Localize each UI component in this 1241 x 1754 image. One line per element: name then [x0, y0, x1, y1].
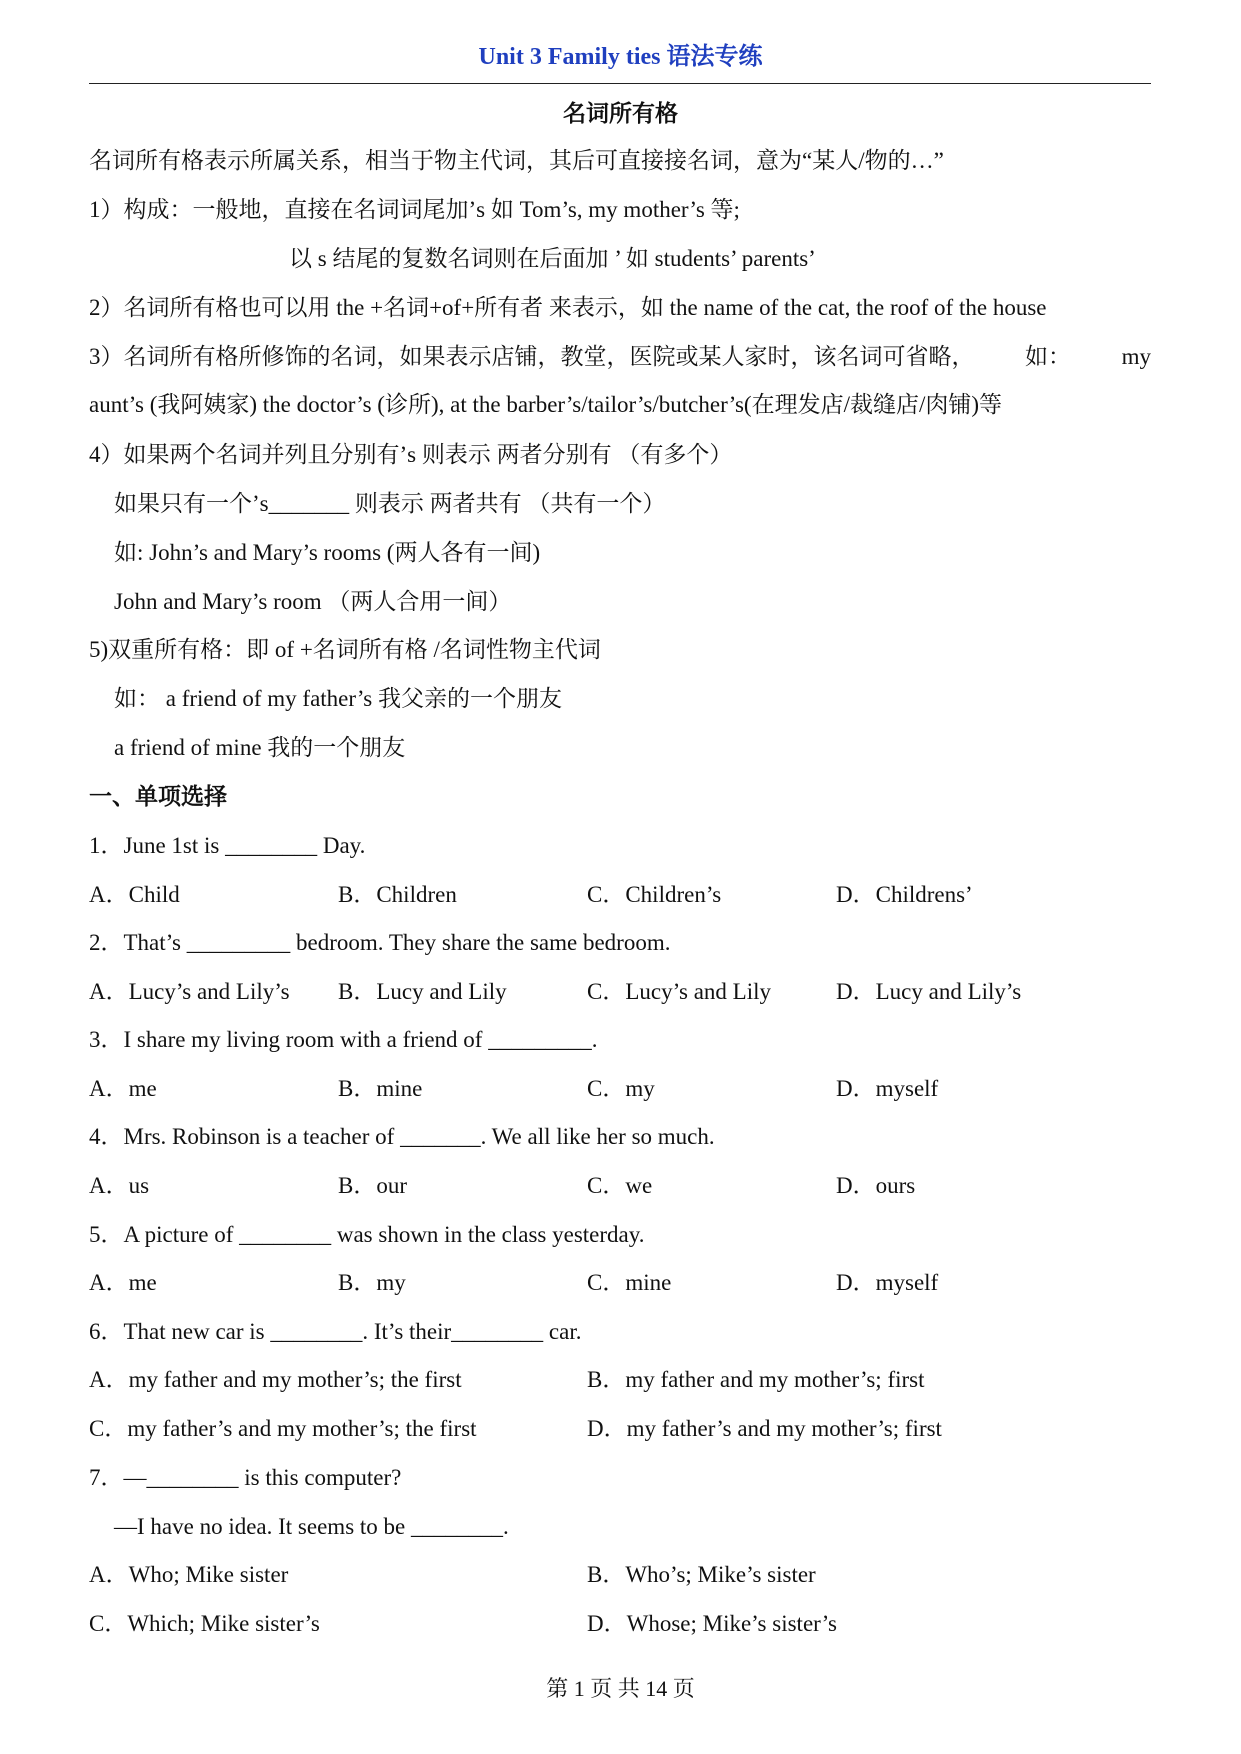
rule-3a-example-label: 如：	[1025, 344, 1072, 369]
question-1-option-d[interactable]: D．Childrens’	[836, 882, 973, 907]
question-4-option-a[interactable]: A．us	[89, 1173, 150, 1198]
rule-4b: 如果只有一个’s_______ 则表示 两者共有 （共有一个）	[114, 491, 666, 516]
part-title: 一、单项选择	[89, 784, 227, 809]
rule-5b: 如： a friend of my father’s 我父亲的一个朋友	[114, 686, 562, 711]
rule-5c: a friend of mine 我的一个朋友	[114, 735, 406, 760]
question-5-option-c[interactable]: C．mine	[587, 1270, 672, 1295]
question-7-stem: 7．—________ is this computer?	[89, 1465, 402, 1490]
question-3-stem: 3．I share my living room with a friend of _________.	[89, 1027, 598, 1052]
question-6-option-a[interactable]: A．my father and my mother’s; the first	[89, 1367, 462, 1392]
question-4-option-b[interactable]: B．our	[338, 1173, 407, 1198]
question-7-option-b[interactable]: B．Who’s; Mike’s sister	[587, 1562, 816, 1587]
question-2-option-c[interactable]: C．Lucy’s and Lily	[587, 979, 771, 1004]
rule-1a: 1）构成：一般地，直接在名词词尾加’s 如 Tom’s, my mother’s 等;	[89, 197, 740, 222]
question-7-option-d[interactable]: D．Whose; Mike’s sister’s	[587, 1611, 838, 1636]
rule-3a	[89, 342, 1151, 372]
question-6-option-c[interactable]: C．my father’s and my mother’s; the first	[89, 1416, 477, 1441]
header-divider	[89, 83, 1151, 84]
page-header-title: Unit 3 Family ties 语法专练	[478, 44, 763, 70]
rule-4a: 4）如果两个名词并列且分别有’s 则表示 两者分别有 （有多个）	[89, 442, 733, 467]
question-3-option-a[interactable]: A．me	[89, 1076, 157, 1101]
rule-3b: aunt’s (我阿姨家) the doctor’s (诊所), at the barber’s/tailor’s/butcher’s(在理发店/裁缝店/肉铺)等	[89, 392, 1003, 417]
question-2-stem: 2．That’s _________ bedroom. They share the same bedroom.	[89, 930, 671, 955]
rule-1b: 以 s 结尾的复数名词则在后面加 ’ 如 students’ parents’	[289, 246, 816, 271]
question-2-option-b[interactable]: B．Lucy and Lily	[338, 979, 507, 1004]
question-6-stem: 6．That new car is ________. It’s their________ car.	[89, 1319, 582, 1344]
question-5-option-d[interactable]: D．myself	[836, 1270, 939, 1295]
page-footer: 第 1 页 共 14 页	[546, 1676, 695, 1701]
question-7-option-c[interactable]: C．Which; Mike sister’s	[89, 1611, 320, 1636]
question-1-option-b[interactable]: B．Children	[338, 882, 457, 907]
question-7-stem-response: —I have no idea. It seems to be ________.	[114, 1514, 509, 1539]
question-3-option-b[interactable]: B．mine	[338, 1076, 423, 1101]
question-1-option-c[interactable]: C．Children’s	[587, 882, 722, 907]
question-4-stem: 4．Mrs. Robinson is a teacher of _______. We all like her so much.	[89, 1124, 715, 1149]
rule-3a-text: 3）名词所有格所修饰的名词，如果表示店铺，教堂，医院或某人家时，该名词可省略，	[89, 344, 975, 369]
rule-5a: 5)双重所有格：即 of +名词所有格 /名词性物主代词	[89, 637, 601, 662]
question-7-option-a[interactable]: A．Who; Mike sister	[89, 1562, 289, 1587]
question-6-option-d[interactable]: D．my father’s and my mother’s; first	[587, 1416, 942, 1441]
rule-4d: John and Mary’s room （两人合用一间）	[114, 589, 512, 614]
question-2-option-d[interactable]: D．Lucy and Lily’s	[836, 979, 1022, 1004]
section-title: 名词所有格	[563, 101, 678, 126]
question-4-option-c[interactable]: C．we	[587, 1173, 653, 1198]
rule-4c: 如: John’s and Mary’s rooms (两人各有一间)	[114, 540, 541, 565]
question-5-option-b[interactable]: B．my	[338, 1270, 406, 1295]
question-3-option-d[interactable]: D．myself	[836, 1076, 939, 1101]
question-5-stem: 5．A picture of ________ was shown in the class yesterday.	[89, 1222, 645, 1247]
intro-text: 名词所有格表示所属关系，相当于物主代词，其后可直接接名词，意为“某人/物的…”	[89, 148, 944, 173]
question-2-option-a[interactable]: A．Lucy’s and Lily’s	[89, 979, 290, 1004]
question-3-option-c[interactable]: C．my	[587, 1076, 655, 1101]
question-1-stem: 1．June 1st is ________ Day.	[89, 833, 366, 858]
rule-3a-tail: my	[1121, 344, 1151, 369]
question-6-option-b[interactable]: B．my father and my mother’s; first	[587, 1367, 925, 1392]
question-4-option-d[interactable]: D．ours	[836, 1173, 916, 1198]
rule-2: 2）名词所有格也可以用 the +名词+of+所有者 来表示，如 the name of the cat, the roof of the house	[89, 295, 1047, 320]
question-1-option-a[interactable]: A．Child	[89, 882, 180, 907]
question-5-option-a[interactable]: A．me	[89, 1270, 157, 1295]
